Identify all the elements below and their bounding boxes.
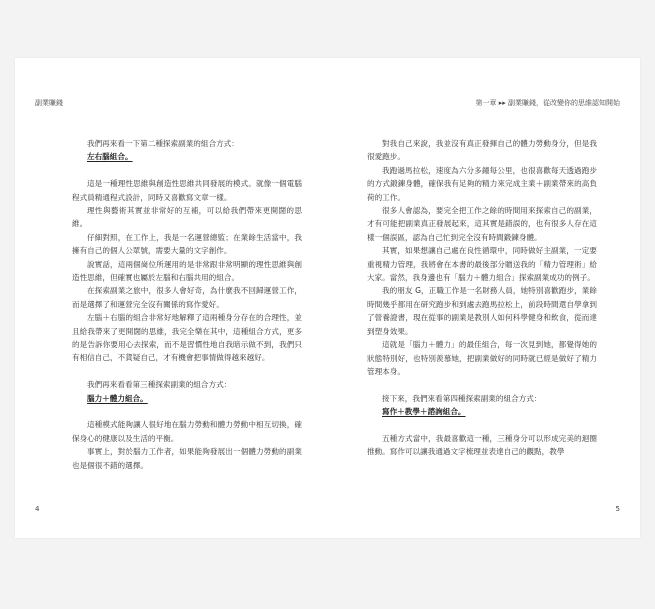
paragraph: 在探索副業之旅中，很多人會好奇，為什麼我不回歸運營工作，而是選擇了和運營完全沒有關係的寫作愛好。: [72, 286, 302, 309]
paragraph: 事實上，對於腦力工作者，如果能夠發展出一個體力勞動的副業也是個很不錯的選擇。: [72, 447, 302, 470]
paragraph: 這種模式能夠讓人很好地在腦力勞動和體力勞動中相互切換，確保身心的健康以及生活的平衡。: [72, 420, 302, 443]
paragraph: 仔細對照，在工作上，我是一名運營總監；在業餘生活當中，我擁有自己的個人公眾號，需要大量的文字創作。: [72, 232, 302, 256]
section-heading: 寫作＋教學＋諮詢組合。: [382, 407, 466, 417]
paragraph: 對我自己來說，我並沒有真正發揮自己的體力勞動身分，但是我很愛跑步。: [367, 139, 597, 162]
left-page: [72, 137, 302, 472]
paragraph: 說實話，這兩個崗位所運用的是非常跟非常明顯的理性思維與創造性思維，但確實也屬於左腦和右腦共用的組合。: [72, 259, 302, 283]
page-number-left: 4: [35, 505, 40, 513]
paragraph: 我跑過馬拉松，速度為六分多鐘每公里，也很喜歡每天透過跑步的方式鍛鍊身體，確保我有足夠的精力來完成主業＋副業帶來的高負荷的工作。: [367, 165, 597, 202]
paragraph: 理性與藝術其實並非常好的互補，可以給我們帶來更開闊的思維。: [72, 206, 302, 229]
running-header-right: 第一章 ▸▸ 副業賺錢，從改變你的思維認知開始: [475, 99, 620, 107]
paragraph: 其實，如果想讓自己處在良性循環中，同時做好主副業，一定要重視精力管理，我將會在本書的最後部分贈送我的「精力管理術」給大家。當然，我身邊也有「腦力＋體力組合」探索副業成功的例子。: [367, 246, 597, 283]
right-page: [367, 137, 597, 459]
paragraph: 我的朋友 G，正職工作是一名財務人員，她特別喜歡跑步，業餘時間幾乎都用在研究跑步和到處去跑馬拉松上，前段時間還自學拿到了營養證書，現在從事的副業是教別人如何科學健身和飲食，從而達到塑身效果。: [367, 286, 597, 336]
paragraph: 我們再來看一下第二種探索副業的組合方式：: [87, 139, 239, 148]
paragraph: 左腦＋右腦的組合非常好地解釋了這兩種身分存在的合理性，並且給我帶來了更開闊的思維，我完全樂在其中，這種組合方式，更多的是告訴你要用心去探索，而不是習慣性地自我暗示做不到，我們只有相信自己，不貨疑自己，才有機會把事情做得越來越好。: [72, 313, 302, 363]
running-header-left: 副業賺錢: [35, 99, 63, 107]
paragraph: 很多人會認為，要完全把工作之餘的時間用來探索自己的副業，才有可能把副業真正發展起來，這其實是錯誤的，也有很多人存在這樣一個誤區，認為自己忙到完全沒有時間鍛鍊身體。: [367, 206, 597, 242]
section-heading: 左右腦組合。: [87, 152, 133, 162]
paragraph: 接下來，我們來看第四種探索副業的組合方式：: [382, 393, 542, 403]
section-heading: 腦力＋體力組合。: [87, 393, 148, 403]
paragraph: 五種方式當中，我最喜歡這一種，三種身分可以形成完美的迴圈推動。寫作可以讓我通過文字梳理並表達自己的觀點，教學: [367, 433, 597, 457]
paragraph: 我們再來看看第三種探索副業的組合方式：: [87, 380, 232, 390]
paragraph: 這是一種理性思維與創造性思維共同發展的模式。就像一個電腦程式員精通程式設計，同時又喜歡寫文章一樣。: [72, 179, 302, 202]
page-number-right: 5: [615, 505, 620, 513]
paragraph: 這就是「腦力＋體力」的最佳組合，每一次見到她，都覺得她的狀態特別好，也特別羨慕她，把副業做好的同時就已經是做好了精力管理本身。: [367, 340, 597, 376]
